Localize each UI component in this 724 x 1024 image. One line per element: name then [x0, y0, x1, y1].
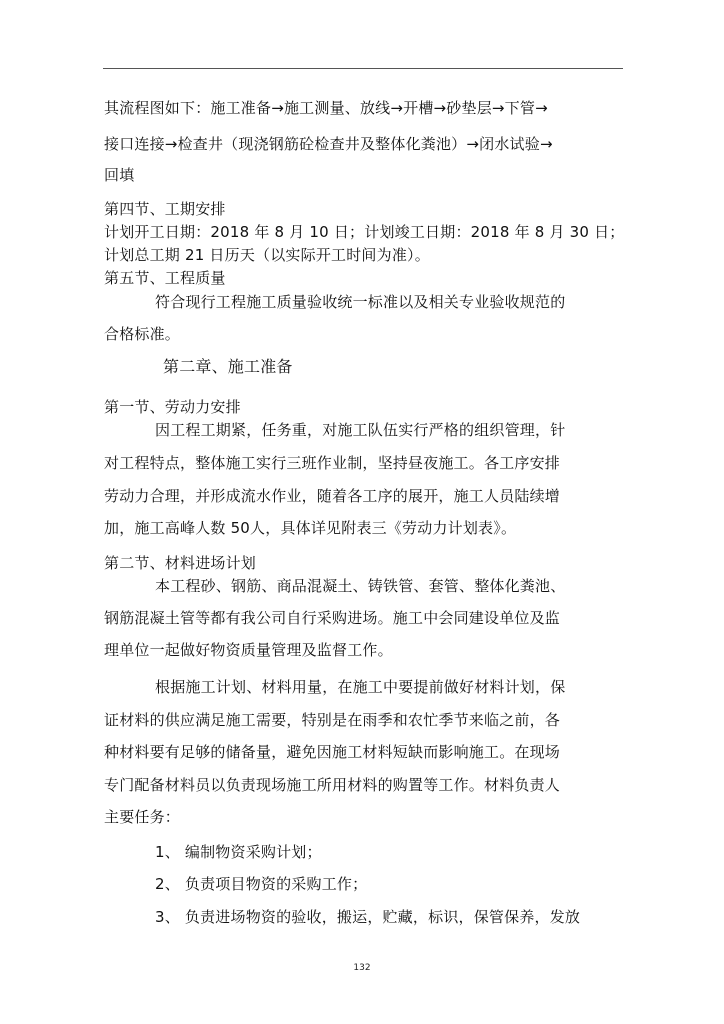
- section1-line-1: 因工程工期紧，任务重，对施工队伍实行严格的组织管理，针: [155, 421, 566, 439]
- section2-p2-line-2: 证材料的供应满足施工需要，特别是在雨季和农忙季节来临之前，各: [104, 711, 561, 729]
- section1-line-3: 劳动力合理，并形成流水作业，随着各工序的展开，施工人员陆续增: [104, 487, 561, 505]
- flow-line-1: 其流程图如下：施工准备→施工测量、放线→开槽→砂垫层→下管→: [104, 99, 548, 117]
- flow-line-2: 接口连接→检查井（现浇钢筋砼检查井及整体化粪池）→闭水试验→: [104, 135, 553, 153]
- section2-p1-line-1: 本工程砂、钢筋、商品混凝土、铸铁管、套管、整体化粪池、: [155, 577, 566, 595]
- section2-p2-line-4: 专门配备材料员以负责现场施工所用材料的购置等工作。材料负责人: [104, 776, 561, 794]
- flow-line-3: 回填: [104, 166, 135, 184]
- section5-line-1: 符合现行工程施工质量验收统一标准以及相关专业验收规范的: [155, 293, 566, 311]
- page-number: 132: [353, 963, 371, 973]
- section2-p2-line-1: 根据施工计划、材料用量，在施工中要提前做好材料计划，保: [155, 678, 566, 696]
- section5-line-2: 合格标准。: [104, 325, 181, 343]
- section2-p2-line-3: 种材料要有足够的储备量，避免因施工材料短缺而影响施工。在现场: [104, 743, 561, 761]
- header-rule: [103, 68, 623, 69]
- section2-p1-line-3: 理单位一起做好物资质量管理及监督工作。: [104, 641, 393, 659]
- section2-title: 第二节、材料进场计划: [104, 554, 257, 572]
- section1-line-4: 加，施工高峰人数 50人，具体详见附表三《劳动力计划表》。: [104, 519, 517, 537]
- section4-title: 第四节、工期安排: [104, 200, 226, 218]
- section2-p1-line-2: 钢筋混凝土管等都有我公司自行采购进场。施工中会同建设单位及监: [104, 609, 561, 627]
- section1-title: 第一节、劳动力安排: [104, 398, 241, 416]
- section2-p2-line-5: 主要任务：: [104, 808, 181, 826]
- task-item-3: 3、 负责进场物资的验收，搬运，贮藏，标识，保管保养，发放: [155, 908, 581, 926]
- section5-title: 第五节、工程质量: [104, 269, 226, 287]
- section4-line-2: 计划总工期 21 日历天（以实际开工时间为准）。: [104, 246, 430, 264]
- task-item-1: 1、 编制物资采购计划；: [155, 843, 322, 861]
- section1-line-2: 对工程特点，整体施工实行三班作业制，坚持昼夜施工。各工序安排: [104, 454, 561, 472]
- section4-line-1: 计划开工日期：2018 年 8 月 10 日；计划竣工日期：2018 年 8 月 30 日；: [104, 223, 625, 241]
- chapter2-title: 第二章、施工准备: [163, 357, 293, 376]
- task-item-2: 2、 负责项目物资的采购工作；: [155, 875, 368, 893]
